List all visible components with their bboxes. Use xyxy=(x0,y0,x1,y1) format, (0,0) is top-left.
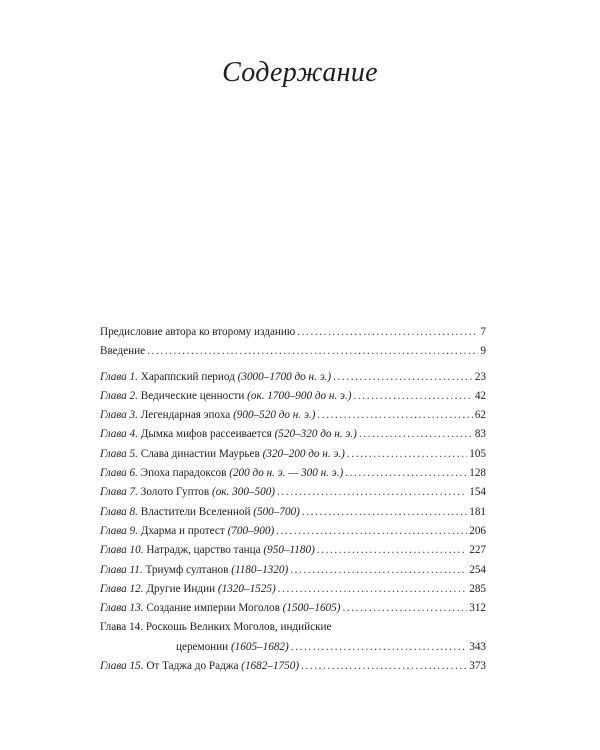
toc-page-number: 254 xyxy=(469,563,486,576)
chapter-dates: (200 до н. э. — 300 н. э.) xyxy=(229,467,344,480)
toc-entry-chapter-10[interactable] xyxy=(100,541,486,560)
toc-entry-introduction[interactable] xyxy=(100,342,486,361)
chapter-number: Глава 3. xyxy=(100,409,138,422)
dot-leader xyxy=(297,323,478,342)
toc-page-number: 227 xyxy=(469,544,486,557)
dot-leader xyxy=(347,445,467,464)
chapter-dates: (3000–1700 до н. э.) xyxy=(237,370,332,383)
chapter-title: Ведические ценности xyxy=(140,389,245,402)
toc-entry-chapter-13[interactable] xyxy=(100,599,486,618)
chapter-title: Властители Вселенной xyxy=(140,505,251,518)
dot-leader xyxy=(301,657,467,676)
toc-page-number: 42 xyxy=(474,389,486,402)
chapter-dates: (ок. 300–500) xyxy=(211,486,276,499)
dot-leader xyxy=(277,483,467,502)
toc-entry-chapter-4[interactable] xyxy=(100,425,486,444)
toc-entry-chapter-14[interactable] xyxy=(100,618,486,657)
chapter-title: Дымка мифов рассеивается xyxy=(140,428,272,441)
chapter-title: Триумф султанов xyxy=(145,563,229,576)
toc-entry-label: Введение xyxy=(100,345,146,358)
dot-leader xyxy=(302,503,467,522)
chapter-number: Глава 8. xyxy=(100,505,138,518)
toc-entry-label: Предисловие автора ко второму изданию xyxy=(100,326,296,338)
chapter-title: Золото Гуптов xyxy=(140,486,210,499)
chapter-title: Дхарма и протест xyxy=(140,524,225,537)
chapter-title: Натрадж, царство танца xyxy=(146,544,261,557)
chapter-dates: (1605–1682) xyxy=(230,640,289,653)
toc-page-number: 154 xyxy=(469,486,486,499)
chapter-number: Глава 11. xyxy=(100,563,143,576)
chapter-title: Создание империи Моголов xyxy=(146,602,280,615)
chapter-number: Глава 1. xyxy=(100,370,138,383)
page-title: Содержание xyxy=(222,57,378,88)
chapter-number: Глава 10. xyxy=(100,544,144,557)
chapter-dates: (500–700) xyxy=(253,505,300,518)
chapter-number: Глава 15. xyxy=(100,660,144,673)
toc-page-number: 181 xyxy=(469,505,486,518)
dot-leader xyxy=(276,522,467,541)
chapter-dates: (1180–1320) xyxy=(231,563,289,576)
chapter-title-continued: церемонии xyxy=(176,640,229,653)
chapter-number: Глава 5. xyxy=(100,447,138,460)
toc-page-number: 128 xyxy=(469,467,486,480)
dot-leader xyxy=(354,387,473,406)
toc-page-number: 9 xyxy=(480,345,486,358)
toc-page-number: 105 xyxy=(469,447,486,460)
toc-page-number: 343 xyxy=(469,640,486,653)
chapter-number: Глава 6. xyxy=(100,467,138,480)
chapter-number: Глава 9. xyxy=(100,524,138,537)
dot-leader xyxy=(345,464,467,483)
dot-leader xyxy=(291,638,467,657)
toc-entry-chapter-15[interactable] xyxy=(100,657,486,676)
chapter-title: От Таджа до Раджа xyxy=(146,660,239,673)
toc-page-number: 373 xyxy=(469,660,486,673)
chapter-title: Легендарная эпоха xyxy=(140,409,231,422)
dot-leader xyxy=(359,425,473,444)
toc-page-number: 285 xyxy=(469,582,486,595)
toc-page-number: 62 xyxy=(474,409,486,422)
toc-entry-chapter-5[interactable] xyxy=(100,445,486,464)
chapter-title: Роскошь Великих Моголов, индийские xyxy=(145,621,332,634)
chapter-dates: (1682–1750) xyxy=(241,660,300,673)
dot-leader xyxy=(290,561,467,580)
toc-entry-chapter-11[interactable] xyxy=(100,561,486,580)
toc-page-number: 83 xyxy=(474,428,486,441)
toc-entry-chapter-8[interactable] xyxy=(100,503,486,522)
toc-entry-preface[interactable] xyxy=(100,323,486,342)
chapter-number: Глава 7. xyxy=(100,486,138,499)
chapter-number: Глава 12. xyxy=(100,582,144,595)
chapter-number: Глава 14. xyxy=(100,621,144,634)
toc-page-number: 7 xyxy=(480,326,486,338)
chapter-dates: (ок. 1700–900 до н. э.) xyxy=(247,389,352,402)
chapter-number: Глава 4. xyxy=(100,428,138,441)
toc-entry-chapter-7[interactable] xyxy=(100,483,486,502)
toc-page-number: 206 xyxy=(469,524,486,537)
toc-entry-chapter-9[interactable] xyxy=(100,522,486,541)
chapter-dates: (320–200 до н. э.) xyxy=(262,447,345,460)
table-of-contents xyxy=(100,323,486,676)
dot-leader xyxy=(333,368,473,387)
toc-entry-chapter-12[interactable] xyxy=(100,580,486,599)
toc-entry-chapter-6[interactable] xyxy=(100,464,486,483)
dot-leader xyxy=(317,406,472,425)
toc-entry-chapter-2[interactable] xyxy=(100,387,486,406)
toc-entry-chapter-1[interactable] xyxy=(100,368,486,387)
chapter-title: Эпоха парадоксов xyxy=(140,467,227,480)
toc-page-number: 312 xyxy=(469,602,486,615)
chapter-title: Слава династии Маурьев xyxy=(140,447,260,460)
chapter-dates: (900–520 до н. э.) xyxy=(233,409,316,422)
chapter-dates: (1320–1525) xyxy=(217,582,276,595)
dot-leader xyxy=(342,599,467,618)
chapter-number: Глава 13. xyxy=(100,602,144,615)
chapter-title: Хараппский период xyxy=(140,370,235,383)
dot-leader xyxy=(317,541,467,560)
chapter-title: Другие Индии xyxy=(146,582,216,595)
toc-page-number: 23 xyxy=(474,370,486,383)
dot-leader xyxy=(278,580,468,599)
chapter-number: Глава 2. xyxy=(100,389,138,402)
toc-entry-chapter-3[interactable] xyxy=(100,406,486,425)
chapter-dates: (950–1180) xyxy=(263,544,315,557)
chapter-dates: (520–320 до н. э.) xyxy=(274,428,357,441)
chapter-dates: (1500–1605) xyxy=(282,602,341,615)
dot-leader xyxy=(147,342,478,361)
chapter-dates: (700–900) xyxy=(227,524,275,537)
